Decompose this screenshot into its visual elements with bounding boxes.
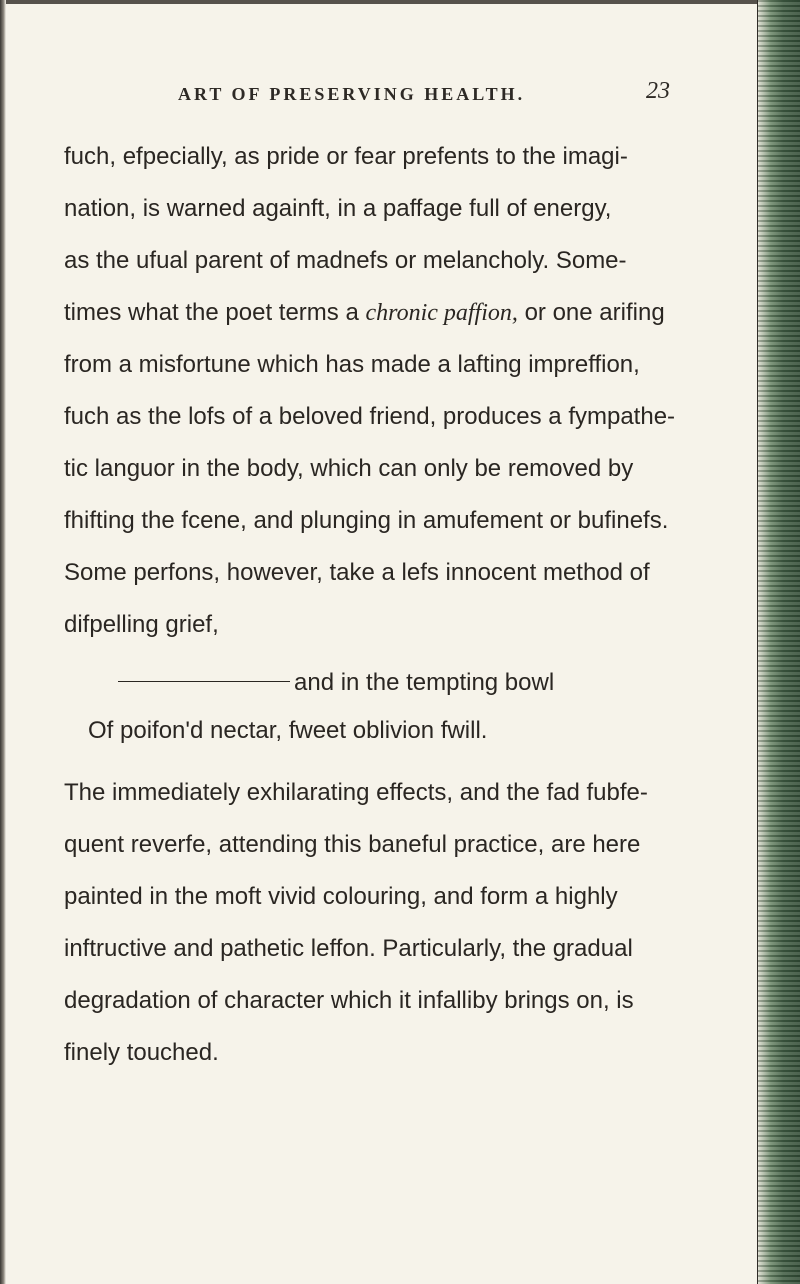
- text-span: or one arifing: [517, 299, 665, 326]
- text-line: difpelling grief,: [64, 611, 219, 638]
- page-number: 23: [646, 78, 670, 104]
- quote-dash-rule: [118, 681, 290, 682]
- text-line: degradation of character which it infalliby brings on, is: [64, 987, 634, 1014]
- italic-phrase: chronic paffion,: [365, 300, 518, 326]
- text-line: as the ufual parent of madnefs or melancholy. Some-: [64, 247, 627, 274]
- quote-line: Of poifon'd nectar, fweet oblivion fwill.: [88, 717, 488, 744]
- running-title: ART OF PRESERVING HEALTH.: [178, 84, 526, 104]
- text-line: tic languor in the body, which can only be removed by: [64, 455, 634, 482]
- quote-text: and in the tempting bowl: [294, 669, 555, 696]
- text-line: quent reverfe, attending this baneful practice, are here: [64, 831, 641, 858]
- page-left-edge: [0, 0, 6, 1284]
- text-line: [64, 298, 665, 328]
- page-top-edge: [0, 0, 800, 4]
- text-line: from a misfortune which has made a lafting impreffion,: [64, 351, 640, 378]
- text-line: finely touched.: [64, 1039, 219, 1066]
- text-line: fuch as the lofs of a beloved friend, produces a fympathe-: [64, 403, 676, 430]
- text-line: fuch, efpecially, as pride or fear prefents to the imagi-: [64, 143, 628, 170]
- text-line: painted in the moft vivid colouring, and form a highly: [64, 883, 618, 910]
- text-line: The immediately exhilarating effects, and the fad fubfe-: [64, 779, 648, 806]
- quote-line: [118, 668, 554, 698]
- text-line: inftructive and pathetic leffon. Particularly, the gradual: [64, 935, 633, 962]
- text-line: Some perfons, however, take a lefs innocent method of: [64, 559, 650, 586]
- text-line: fhifting the fcene, and plunging in amufement or bufinefs.: [64, 507, 669, 534]
- page-right-edge: [758, 0, 800, 1284]
- text-line: nation, is warned againft, in a paffage full of energy,: [64, 195, 612, 222]
- text-span: times what the poet terms a: [64, 299, 366, 326]
